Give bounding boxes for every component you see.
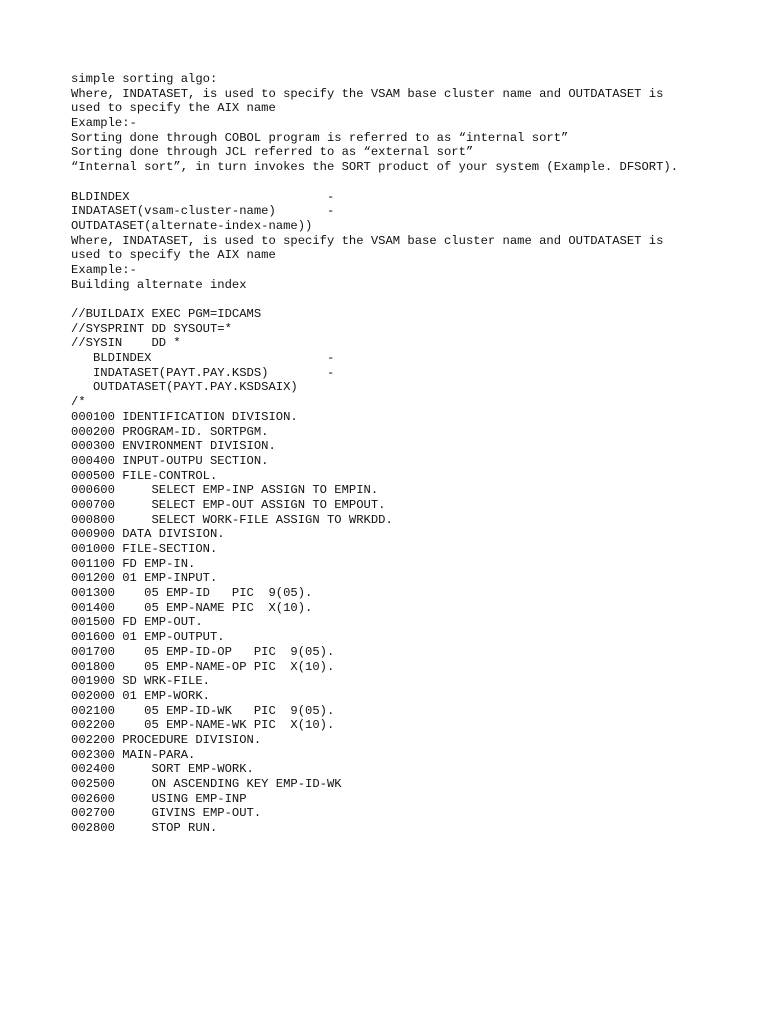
doc-line: used to specify the AIX name (71, 248, 276, 263)
doc-line: 000200 PROGRAM-ID. SORTPGM. (71, 424, 269, 439)
doc-line: 001100 FD EMP-IN. (71, 556, 196, 571)
doc-line: 001700 05 EMP-ID-OP PIC 9(05). (71, 644, 335, 659)
doc-line: INDATASET(vsam-cluster-name) - (71, 204, 335, 219)
doc-line: 000300 ENVIRONMENT DIVISION. (71, 439, 276, 454)
doc-line: 000600 SELECT EMP-INP ASSIGN TO EMPIN. (71, 483, 379, 498)
doc-line: OUTDATASET(PAYT.PAY.KSDSAIX) (71, 380, 298, 395)
doc-line: 000100 IDENTIFICATION DIVISION. (71, 409, 298, 424)
doc-line: BLDINDEX - (71, 351, 335, 366)
doc-line (71, 292, 761, 307)
doc-line: Where, INDATASET, is used to specify the VSAM base cluster name and OUTDATASET is (71, 233, 664, 248)
doc-line: //SYSPRINT DD SYSOUT=* (71, 321, 232, 336)
doc-line: 001900 SD WRK-FILE. (71, 674, 210, 689)
doc-line: simple sorting algo: (71, 72, 218, 86)
doc-line: used to specify the AIX name (71, 101, 276, 116)
doc-line: 001600 01 EMP-OUTPUT. (71, 630, 225, 645)
doc-line: 001300 05 EMP-ID PIC 9(05). (71, 586, 313, 601)
doc-line: 002500 ON ASCENDING KEY EMP-ID-WK (71, 777, 342, 791)
doc-line: Example:- (71, 116, 137, 131)
doc-line: 002600 USING EMP-INP (71, 791, 247, 806)
doc-line: 001000 FILE-SECTION. (71, 542, 218, 556)
doc-line: Building alternate index (71, 277, 247, 292)
doc-line: 002000 01 EMP-WORK. (71, 688, 210, 703)
doc-line: 000500 FILE-CONTROL. (71, 468, 218, 483)
doc-line: BLDINDEX - (71, 189, 335, 204)
doc-line: 002400 SORT EMP-WORK. (71, 762, 254, 777)
doc-line: “Internal sort”, in turn invokes the SORT product of your system (Example. DFSORT). (71, 160, 679, 175)
doc-line: 001500 FD EMP-OUT. (71, 615, 203, 630)
doc-line: 002200 PROCEDURE DIVISION. (71, 732, 262, 747)
doc-line: 002300 MAIN-PARA. (71, 747, 196, 762)
document-page (71, 72, 761, 836)
doc-line: Sorting done through COBOL program is referred to as “internal sort” (71, 130, 569, 145)
doc-line: 002100 05 EMP-ID-WK PIC 9(05). (71, 703, 335, 718)
doc-line: 002700 GIVINS EMP-OUT. (71, 806, 262, 821)
doc-line: //SYSIN DD * (71, 336, 181, 351)
doc-line: /* (71, 395, 86, 410)
doc-line: 001800 05 EMP-NAME-OP PIC X(10). (71, 659, 335, 674)
doc-line: OUTDATASET(alternate-index-name)) (71, 218, 313, 233)
doc-line: //BUILDAIX EXEC PGM=IDCAMS (71, 307, 262, 321)
doc-line: Where, INDATASET, is used to specify the VSAM base cluster name and OUTDATASET is (71, 86, 664, 101)
doc-line: 000400 INPUT-OUTPU SECTION. (71, 453, 269, 468)
doc-line: 000900 DATA DIVISION. (71, 527, 225, 542)
doc-line (71, 175, 761, 190)
doc-line: 002200 05 EMP-NAME-WK PIC X(10). (71, 718, 335, 733)
doc-line: 001200 01 EMP-INPUT. (71, 571, 218, 586)
doc-line: Sorting done through JCL referred to as “external sort” (71, 145, 474, 160)
doc-line: 002800 STOP RUN. (71, 821, 218, 836)
doc-line: 000800 SELECT WORK-FILE ASSIGN TO WRKDD. (71, 512, 393, 527)
doc-line: 001400 05 EMP-NAME PIC X(10). (71, 600, 313, 615)
doc-line: Example:- (71, 262, 137, 277)
doc-line: INDATASET(PAYT.PAY.KSDS) - (71, 365, 335, 380)
doc-line: 000700 SELECT EMP-OUT ASSIGN TO EMPOUT. (71, 497, 386, 512)
